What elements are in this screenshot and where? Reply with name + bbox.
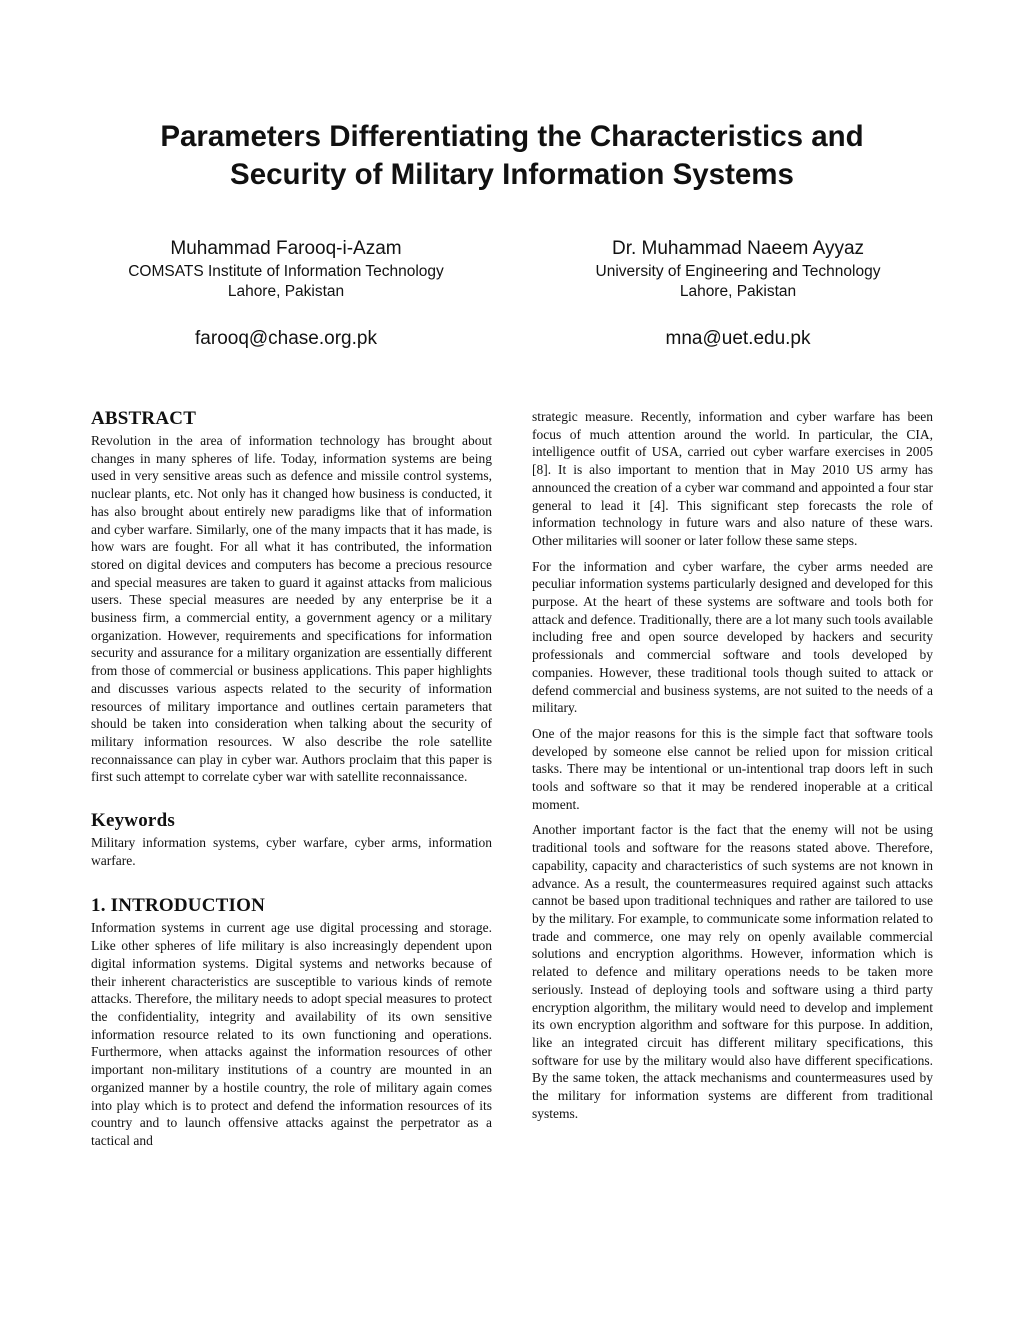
author-name: Muhammad Farooq-i-Azam (170, 238, 402, 259)
paper-title (90, 118, 934, 194)
title-line-2: Security of Military Information Systems (230, 158, 794, 191)
abstract-text: Revolution in the area of information technology has brought about changes in many spheres of life. Today, information systems are being used in very sensitive areas such as defence and missile control systems, nuclear plants, etc. Not only has it changed how business is conducted, it has also brought about entirely new paradigms like that of information and cyber warfare. Similarly, one of the many impacts that it has made, is how wars are fought. For all what it has contributed, the information stored on digital devices and computers has become a precious resource and special measures are taken to guard it against attacks from malicious users. These special measures are needed by any enterprise be it a business firm, a commercial entity, a government agency or a military organization. However, requirements and specifications for information security and assurance for a military organization are essentially different from those of commercial or business applications. This paper highlights and discusses various aspects related to the security of information resources of military importance and outlines certain parameters that should be taken into consideration when talking about the security of military information resources. W also describe the role satellite reconnaissance can play in cyber war. Authors proclaim that this paper is first such attempt to correlate cyber war with satellite reconnaissance. (91, 433, 492, 785)
author-institution: University of Engineering and Technology (595, 263, 881, 280)
title-line-1: Parameters Differentiating the Characteristics and (160, 120, 864, 153)
author-block-2 (538, 236, 938, 352)
author-institution: COMSATS Institute of Information Technology (128, 263, 444, 280)
body-paragraph: Another important factor is the fact that the enemy will not be using traditional tools and software for the reasons stated above. Therefore, capability, capacity and characteristics of such systems are not known in advance. As a result, the countermeasures required against such attacks cannot be based upon traditional techniques and rather are tailored to use by the military. For example, to communicate some information related to trade and commerce, one may rely on openly available commercial solutions and encryption algorithms. However, information which is related to defence and military operations needs to be taken more seriously. Instead of deploying tools and software using a third party encryption algorithm, the military would need to develop and implement its own encryption algorithm and software for this purpose. In addition, like an integrated circuit has different military specifications, this software for use by the military would also have different specifications. By the same token, the attack mechanisms and countermeasures used by the military for information systems are different from traditional systems. (532, 822, 933, 1121)
author-location: Lahore, Pakistan (679, 283, 797, 300)
author-email: farooq@chase.org.pk (195, 328, 377, 349)
author-name: Dr. Muhammad Naeem Ayyaz (611, 238, 865, 259)
keywords-text: Military information systems, cyber warfare, cyber arms, information warfare. (91, 835, 492, 868)
body-paragraph: strategic measure. Recently, information and cyber warfare has been focus of much attention around the world. In particular, the CIA, intelligence outfit of USA, carried out cyber warfare exercises in 2005 [8]. It is also important to mention that in May 2010 US army has announced the creation of a cyber war command and appointed a four star general to lead it [4]. This significant step forecasts the role of information technology in future wars and also nature of these wars. Other militaries will sooner or later follow these same steps. (532, 409, 933, 548)
abstract-heading: ABSTRACT (91, 408, 197, 429)
body-paragraph: One of the major reasons for this is the simple fact that software tools developed by someone else cannot be relied upon for mission critical tasks. There may be intentional or un-intentional trap doors left in such tools and software so that it may be rendered inoperable at a critical moment. (532, 725, 933, 812)
body-paragraph: For the information and cyber warfare, the cyber arms needed are peculiar information systems particularly designed and developed for this purpose. At the heart of these systems are software and tools both for attack and defence. Traditionally, there are a lot many such tools available including free and open source developed by hackers and security professionals and commercial software and tools developed by companies. However, these traditional tools though suited to attack or defend commercial and business systems, are not suited to the needs of a military. (532, 558, 933, 716)
left-column (91, 408, 492, 1150)
author-email: mna@uet.edu.pk (665, 328, 811, 349)
author-block-1 (86, 236, 486, 352)
right-column (532, 408, 933, 1122)
introduction-heading: 1. INTRODUCTION (91, 895, 266, 917)
keywords-heading: Keywords (91, 810, 175, 832)
introduction-paragraph: Information systems in current age use digital processing and storage. Like other spheres of life military is also increasingly dependent upon digital information systems. Digital systems and networks because of their inherent characteristics are susceptible to various kinds of remote attacks. Therefore, the military needs to adopt special measures to protect the confidentiality, integrity and availability of its own sensitive information resource related to its own functioning and operations. Furthermore, when attacks against the information resources of other important non-military institutions of a country are mounted in an organized manner by a hostile country, the role of military again comes into play which is to protect and defend the information resources of its country and to launch offensive attacks against the perpetrator as a tactical and (91, 920, 492, 1148)
author-location: Lahore, Pakistan (227, 283, 345, 300)
